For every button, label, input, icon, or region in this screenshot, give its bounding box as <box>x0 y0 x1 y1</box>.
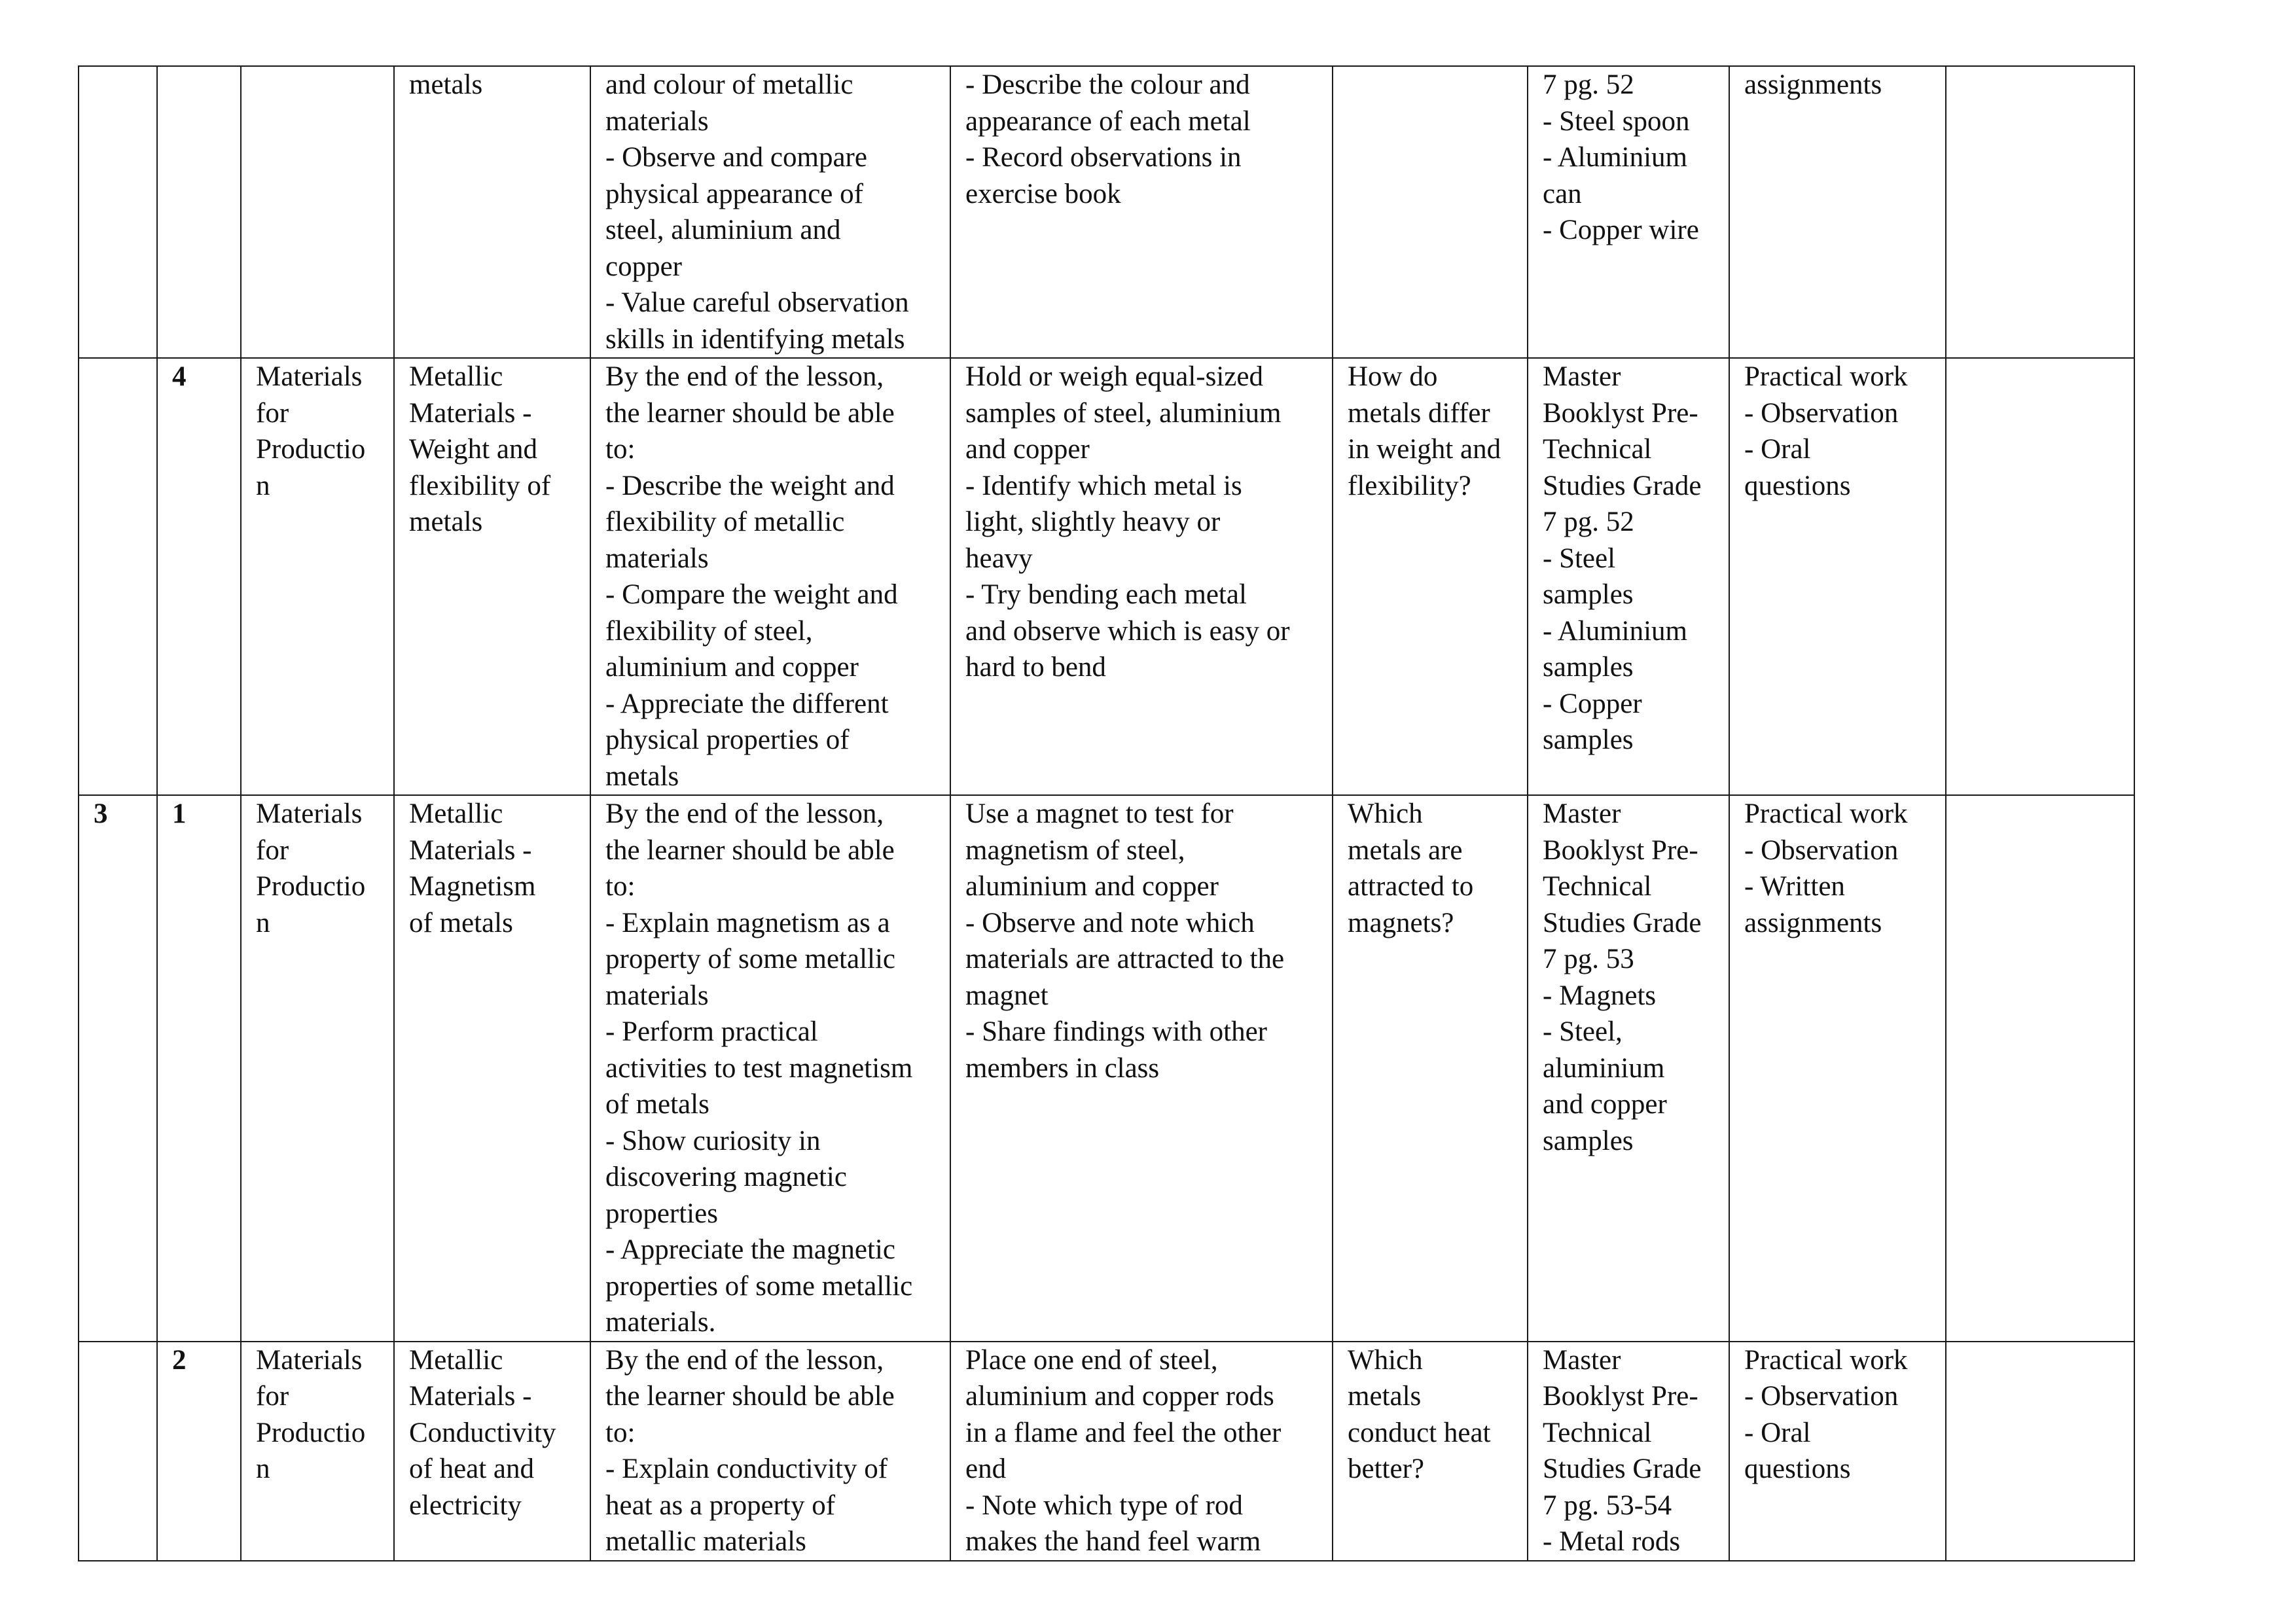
cell-text-line: materials <box>605 105 709 137</box>
cell-text-line: n <box>256 470 270 501</box>
cell-text-line: materials. <box>605 1307 716 1338</box>
cell-text-line: questions <box>1744 1454 1851 1484</box>
cell-text-line: Booklyst Pre- <box>1543 397 1698 429</box>
cell-text-line: for <box>256 834 289 866</box>
cell-text-line: - Compare the weight and <box>605 579 898 610</box>
cell-text-line: magnet <box>965 980 1049 1011</box>
cell-text-line: heat as a property of <box>605 1489 836 1521</box>
cell-text-line: metals <box>605 760 679 792</box>
cell-text-line: Materials <box>256 1344 363 1376</box>
cell-text-line: - Observe and note which <box>965 907 1255 938</box>
cell-text-line: - Observation <box>1744 834 1899 866</box>
remarks-cell <box>1946 795 2134 1342</box>
week-cell <box>79 795 157 1342</box>
cell-text-line: By the end of the lesson, <box>605 798 884 829</box>
assessment-methods-cell <box>1729 358 1946 795</box>
cell-text-line: - Aluminium <box>1543 142 1687 173</box>
cell-text-line: Hold or weigh equal-sized <box>965 361 1263 392</box>
cell-text-line: Metallic <box>409 1344 503 1376</box>
assessment-methods-cell <box>1729 1342 1946 1561</box>
table-row <box>79 358 2134 795</box>
cell-text-line: attracted to <box>1348 871 1474 902</box>
assessment-methods-cell <box>1729 795 1946 1342</box>
cell-text-line: metals are <box>1348 834 1463 866</box>
cell-text-line: of metals <box>605 1089 709 1120</box>
week-cell <box>79 358 157 795</box>
learning-experiences-cell <box>950 66 1333 358</box>
cell-text-line: metals <box>1348 1381 1422 1412</box>
learning-outcomes-cell <box>590 795 950 1342</box>
cell-text-line: members in class <box>965 1052 1160 1084</box>
cell-text-line: - Oral <box>1744 1417 1811 1448</box>
cell-text-line: hard to bend <box>965 652 1106 683</box>
cell-text-line: How do <box>1348 361 1438 392</box>
learning-resources-cell <box>1528 66 1729 358</box>
strand-cell <box>241 795 394 1342</box>
learning-outcomes-cell <box>590 66 950 358</box>
cell-text-line: - Metal rods <box>1543 1526 1681 1557</box>
cell-text-line: exercise book <box>965 178 1121 209</box>
cell-text-line: Practical work <box>1744 798 1908 829</box>
cell-text-line: Booklyst Pre- <box>1543 834 1698 866</box>
cell-text-line: - Observation <box>1744 1381 1899 1412</box>
table-row <box>79 66 2134 358</box>
cell-text-line: aluminium and copper rods <box>965 1381 1274 1412</box>
cell-text-line: - Show curiosity in <box>605 1125 821 1156</box>
cell-text-line: aluminium and copper <box>605 652 859 683</box>
cell-text-line: Materials - <box>409 834 532 866</box>
cell-text-line: in a flame and feel the other <box>965 1417 1282 1448</box>
cell-text-line: physical properties of <box>605 724 850 755</box>
strand-cell <box>241 66 394 358</box>
cell-text-line: properties of some metallic <box>605 1270 913 1302</box>
table-row <box>79 1342 2134 1561</box>
cell-text-line: heavy <box>965 543 1033 574</box>
cell-text-line: samples <box>1543 652 1634 683</box>
cell-text-line: - Describe the colour and <box>965 69 1250 100</box>
cell-text-line: - Observe and compare <box>605 142 867 173</box>
cell-text-line: - Observation <box>1744 397 1899 429</box>
cell-text-line: and observe which is easy or <box>965 615 1290 647</box>
cell-text-line: Materials <box>256 361 363 392</box>
cell-text-line: - Try bending each metal <box>965 579 1247 610</box>
assessment-methods-cell <box>1729 66 1946 358</box>
cell-text-line: Technical <box>1543 1417 1652 1448</box>
cell-text-line: - Aluminium <box>1543 615 1687 647</box>
cell-text-line: light, slightly heavy or <box>965 507 1221 537</box>
cell-text-line: materials <box>605 980 709 1011</box>
cell-text: 3 <box>94 798 108 829</box>
cell-text-line: Materials - <box>409 1381 532 1412</box>
lesson-cell <box>157 795 241 1342</box>
cell-text-line: Studies Grade <box>1543 470 1702 501</box>
cell-text-line: - Magnets <box>1543 980 1657 1011</box>
cell-text-line: Practical work <box>1744 361 1908 392</box>
cell-text-line: Practical work <box>1744 1344 1908 1376</box>
cell-text-line: assignments <box>1744 69 1882 100</box>
cell-text-line: 7 pg. 53 <box>1543 944 1634 974</box>
lesson-cell <box>157 358 241 795</box>
learning-experiences-cell <box>950 795 1333 1342</box>
learning-outcomes-cell <box>590 358 950 795</box>
cell-text-line: Weight and <box>409 434 537 465</box>
cell-text-line: the learner should be able <box>605 1381 895 1412</box>
cell-text-line: Productio <box>256 871 366 902</box>
cell-text-line: Materials - <box>409 397 532 429</box>
cell-text-line: - Explain conductivity of <box>605 1454 888 1484</box>
cell-text-line: flexibility of metallic <box>605 507 845 537</box>
remarks-cell <box>1946 66 2134 358</box>
cell-text-line: of heat and <box>409 1454 535 1484</box>
lesson-cell <box>157 66 241 358</box>
cell-text-line: Studies Grade <box>1543 907 1702 938</box>
learning-resources-cell <box>1528 1342 1729 1561</box>
cell-text-line: and copper <box>1543 1089 1667 1120</box>
cell-text-line: magnets? <box>1348 907 1454 938</box>
cell-text-line: By the end of the lesson, <box>605 361 884 392</box>
cell-text-line: Magnetism <box>409 871 536 902</box>
cell-text-line: - Record observations in <box>965 142 1242 173</box>
cell-text-line: Metallic <box>409 361 503 392</box>
cell-text-line: of metals <box>409 907 513 938</box>
cell-text-line: flexibility? <box>1348 470 1471 501</box>
cell-text-line: properties <box>605 1198 718 1229</box>
cell-text-line: samples <box>1543 579 1634 610</box>
cell-text-line: Master <box>1543 1344 1621 1376</box>
cell-text-line: Place one end of steel, <box>965 1344 1218 1376</box>
cell-text-line: and copper <box>965 434 1090 465</box>
cell-text-line: makes the hand feel warm <box>965 1526 1261 1557</box>
cell-text-line: electricity <box>409 1489 522 1521</box>
cell-text-line: flexibility of <box>409 470 551 501</box>
scheme-of-work-table <box>78 65 2135 1561</box>
cell-text-line: and colour of metallic <box>605 69 853 100</box>
cell-text-line: aluminium and copper <box>965 871 1219 902</box>
cell-text-line: flexibility of steel, <box>605 615 813 647</box>
cell-text-line: steel, aluminium and <box>605 215 841 245</box>
cell-text-line: metals <box>409 69 483 100</box>
cell-text-line: metallic materials <box>605 1526 806 1557</box>
learning-experiences-cell <box>950 1342 1333 1561</box>
cell-text-line: aluminium <box>1543 1052 1665 1084</box>
cell-text-line: - Value careful observation <box>605 287 909 318</box>
key-inquiry-question-cell <box>1333 1342 1528 1561</box>
cell-text-line: Materials <box>256 798 363 829</box>
sub-strand-cell <box>394 358 590 795</box>
cell-text-line: Booklyst Pre- <box>1543 1381 1698 1412</box>
cell-text-line: - Steel <box>1543 543 1616 574</box>
cell-text-line: Technical <box>1543 871 1652 902</box>
learning-resources-cell <box>1528 358 1729 795</box>
cell-text-line: for <box>256 1381 289 1412</box>
cell-text-line: to: <box>605 871 636 902</box>
cell-text-line: Productio <box>256 434 366 465</box>
key-inquiry-question-cell <box>1333 66 1528 358</box>
cell-text-line: magnetism of steel, <box>965 834 1185 866</box>
cell-text-line: 7 pg. 52 <box>1543 69 1634 100</box>
cell-text-line: metals <box>409 507 483 537</box>
lesson-cell <box>157 1342 241 1561</box>
cell-text-line: - Note which type of rod <box>965 1489 1243 1521</box>
cell-text-line: - Steel, <box>1543 1016 1623 1047</box>
cell-text-line: appearance of each metal <box>965 105 1251 137</box>
cell-text-line: - Copper wire <box>1543 215 1699 245</box>
cell-text: 1 <box>172 798 187 829</box>
cell-text-line: Conductivity <box>409 1417 556 1448</box>
cell-text-line: end <box>965 1454 1007 1484</box>
cell-text-line: - Steel spoon <box>1543 105 1690 137</box>
week-cell <box>79 66 157 358</box>
learning-experiences-cell <box>950 358 1333 795</box>
cell-text-line: the learner should be able <box>605 397 895 429</box>
remarks-cell <box>1946 1342 2134 1561</box>
cell-text-line: the learner should be able <box>605 834 895 866</box>
cell-text-line: Use a magnet to test for <box>965 798 1234 829</box>
cell-text-line: can <box>1543 178 1582 209</box>
cell-text-line: Which <box>1348 1344 1423 1376</box>
cell-text: 2 <box>172 1344 187 1376</box>
cell-text-line: - Appreciate the magnetic <box>605 1234 895 1265</box>
cell-text-line: materials are attracted to the <box>965 944 1285 974</box>
cell-text-line: copper <box>605 251 682 282</box>
week-cell <box>79 1342 157 1561</box>
cell-text-line: for <box>256 397 289 429</box>
cell-text-line: - Describe the weight and <box>605 470 895 501</box>
remarks-cell <box>1946 358 2134 795</box>
cell-text-line: - Perform practical <box>605 1016 818 1047</box>
cell-text-line: skills in identifying metals <box>605 323 905 355</box>
cell-text-line: better? <box>1348 1454 1424 1484</box>
cell-text-line: Master <box>1543 798 1621 829</box>
cell-text-line: metals differ <box>1348 397 1490 429</box>
cell-text-line: Technical <box>1543 434 1652 465</box>
cell-text-line: discovering magnetic <box>605 1162 847 1192</box>
cell-text-line: n <box>256 1454 270 1484</box>
cell-text-line: assignments <box>1744 907 1882 938</box>
cell-text-line: samples <box>1543 724 1634 755</box>
cell-text-line: conduct heat <box>1348 1417 1491 1448</box>
sub-strand-cell <box>394 1342 590 1561</box>
cell-text-line: - Appreciate the different <box>605 688 889 719</box>
cell-text-line: Studies Grade <box>1543 1454 1702 1484</box>
cell-text-line: physical appearance of <box>605 178 863 209</box>
cell-text-line: By the end of the lesson, <box>605 1344 884 1376</box>
key-inquiry-question-cell <box>1333 358 1528 795</box>
cell-text-line: Master <box>1543 361 1621 392</box>
cell-text-line: activities to test magnetism <box>605 1052 913 1084</box>
cell-text-line: - Explain magnetism as a <box>605 907 890 938</box>
cell-text-line: Metallic <box>409 798 503 829</box>
cell-text-line: property of some metallic <box>605 944 895 974</box>
strand-cell <box>241 358 394 795</box>
cell-text: 4 <box>172 361 187 392</box>
key-inquiry-question-cell <box>1333 795 1528 1342</box>
sub-strand-cell <box>394 795 590 1342</box>
cell-text-line: Which <box>1348 798 1423 829</box>
cell-text-line: Productio <box>256 1417 366 1448</box>
cell-text-line: samples <box>1543 1125 1634 1156</box>
learning-outcomes-cell <box>590 1342 950 1561</box>
cell-text-line: to: <box>605 434 636 465</box>
cell-text-line: 7 pg. 52 <box>1543 507 1634 537</box>
cell-text-line: - Written <box>1744 871 1845 902</box>
cell-text-line: - Oral <box>1744 434 1811 465</box>
cell-text-line: - Copper <box>1543 688 1642 719</box>
strand-cell <box>241 1342 394 1561</box>
cell-text-line: - Share findings with other <box>965 1016 1267 1047</box>
sub-strand-cell <box>394 66 590 358</box>
cell-text-line: 7 pg. 53-54 <box>1543 1489 1672 1521</box>
cell-text-line: n <box>256 907 270 938</box>
table-row <box>79 795 2134 1342</box>
cell-text-line: in weight and <box>1348 434 1501 465</box>
cell-text-line: - Identify which metal is <box>965 470 1242 501</box>
cell-text-line: samples of steel, aluminium <box>965 397 1282 429</box>
cell-text-line: questions <box>1744 470 1851 501</box>
learning-resources-cell <box>1528 795 1729 1342</box>
cell-text-line: materials <box>605 543 709 574</box>
cell-text-line: to: <box>605 1417 636 1448</box>
